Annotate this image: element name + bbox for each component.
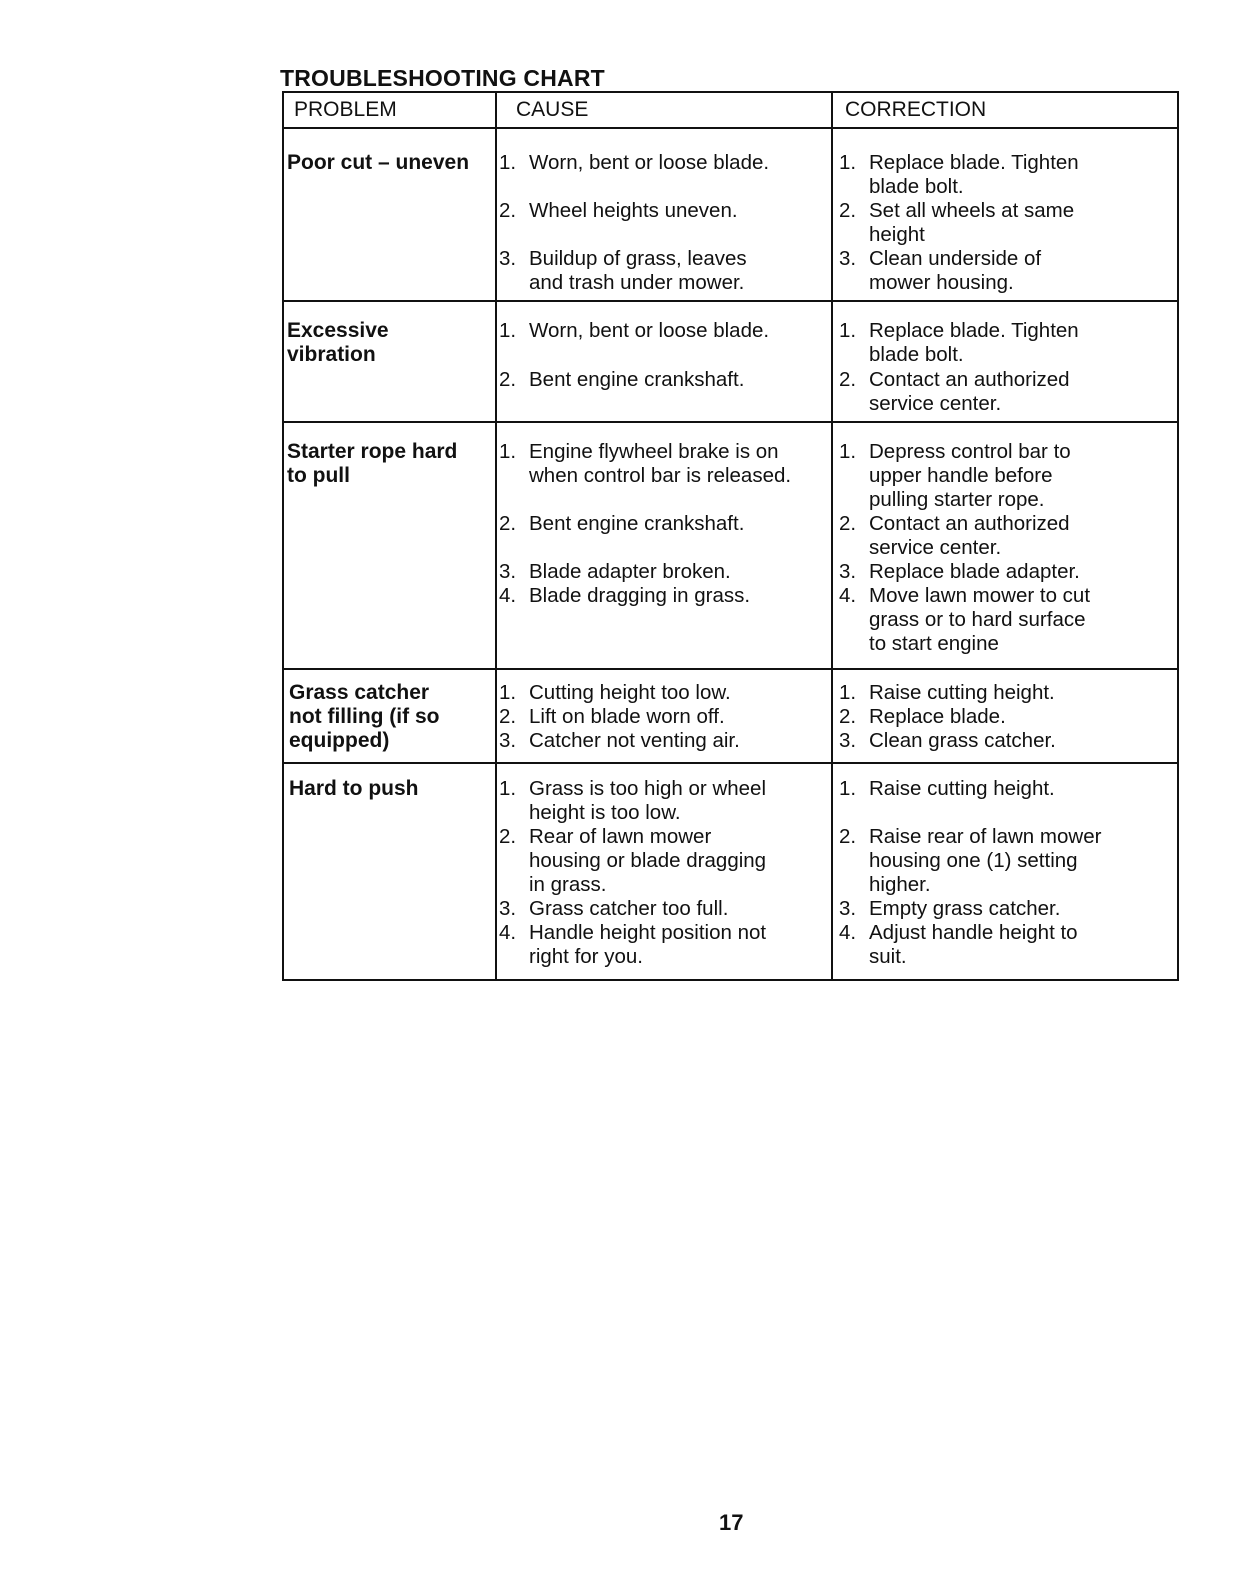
item-text: height is too low. <box>529 801 681 824</box>
item-text: and trash under mower. <box>529 271 745 294</box>
cause-item <box>499 897 728 921</box>
item-number: 2. <box>499 705 517 728</box>
cause-item <box>499 584 750 608</box>
item-text: Buildup of grass, leaves <box>529 247 747 270</box>
correction-item <box>839 729 1056 753</box>
item-number: 2. <box>499 512 517 535</box>
item-text: Depress control bar to <box>869 440 1071 463</box>
item-text: pulling starter rope. <box>869 488 1045 511</box>
item-number: 3. <box>839 247 857 270</box>
item-text: when control bar is released. <box>529 464 792 487</box>
item-text: Blade dragging in grass. <box>529 584 751 607</box>
correction-item <box>839 199 1074 247</box>
correction-item <box>839 897 1060 921</box>
table-border-right <box>1177 91 1179 981</box>
item-text: suit. <box>869 945 907 968</box>
item-text: Clean grass catcher. <box>869 729 1056 752</box>
cause-item <box>499 777 766 825</box>
item-text: grass or to hard surface <box>869 608 1086 631</box>
item-number: 1. <box>499 777 517 800</box>
cause-item <box>499 199 738 223</box>
item-number: 1. <box>499 681 517 704</box>
header-correction: CORRECTION <box>845 98 987 121</box>
correction-item <box>839 777 1055 801</box>
item-text: Handle height position not <box>529 921 767 944</box>
problem-hard-to-push: Hard to push <box>289 777 419 800</box>
problem-grass-catcher: Grass catcher not filling (if so equipped) <box>289 681 440 752</box>
correction-item <box>839 705 1006 729</box>
cause-item <box>499 247 747 295</box>
correction-item <box>839 825 1101 897</box>
item-number: 2. <box>839 368 857 391</box>
problem-poor-cut: Poor cut – uneven <box>287 151 470 174</box>
cause-item <box>499 151 769 175</box>
item-number: 2. <box>499 368 517 391</box>
cause-item <box>499 440 791 488</box>
item-text: Move lawn mower to cut <box>869 584 1091 607</box>
item-text: Grass is too high or wheel <box>529 777 767 800</box>
item-number: 1. <box>499 440 517 463</box>
item-text: Raise cutting height. <box>869 777 1055 800</box>
item-text: Blade adapter broken. <box>529 560 731 583</box>
item-text: to start engine <box>869 632 999 655</box>
item-text: higher. <box>869 873 931 896</box>
column-divider-2 <box>831 91 833 981</box>
item-text: Cutting height too low. <box>529 681 731 704</box>
item-number: 2. <box>499 825 517 848</box>
item-number: 2. <box>499 199 517 222</box>
row-divider-4 <box>282 762 1179 764</box>
correction-item <box>839 584 1090 656</box>
correction-item <box>839 440 1071 512</box>
item-text: Raise rear of lawn mower <box>869 825 1102 848</box>
item-text: blade bolt. <box>869 343 964 366</box>
item-text: Engine flywheel brake is on <box>529 440 779 463</box>
table-border-top <box>282 91 1179 93</box>
item-text: Lift on blade worn off. <box>529 705 725 728</box>
item-number: 3. <box>499 897 517 920</box>
item-text: Worn, bent or loose blade. <box>529 319 770 342</box>
page-number: 17 <box>719 1510 744 1535</box>
correction-item <box>839 247 1041 295</box>
header-cause: CAUSE <box>516 98 589 121</box>
cause-item <box>499 681 731 705</box>
column-divider-1 <box>495 91 497 981</box>
row-divider-1 <box>282 300 1179 302</box>
item-number: 3. <box>839 897 857 920</box>
item-number: 4. <box>499 921 517 944</box>
row-divider-3 <box>282 668 1179 670</box>
correction-item <box>839 921 1078 969</box>
cause-item <box>499 368 744 392</box>
item-text: Empty grass catcher. <box>869 897 1061 920</box>
item-number: 4. <box>499 584 517 607</box>
item-number: 4. <box>839 921 857 944</box>
header-divider <box>282 127 1179 129</box>
item-text: Contact an authorized <box>869 512 1070 535</box>
item-text: Replace blade. Tighten <box>869 151 1079 174</box>
cause-item <box>499 921 766 969</box>
item-number: 1. <box>839 440 857 463</box>
correction-item <box>839 512 1070 560</box>
table-border-left <box>282 91 284 981</box>
item-text: Adjust handle height to <box>869 921 1078 944</box>
item-text: housing one (1) setting <box>869 849 1078 872</box>
item-number: 3. <box>499 560 517 583</box>
item-text: Contact an authorized <box>869 368 1070 391</box>
item-text: Clean underside of <box>869 247 1042 270</box>
item-text: in grass. <box>529 873 607 896</box>
item-text: Replace blade. <box>869 705 1006 728</box>
item-text: mower housing. <box>869 271 1014 294</box>
row-divider-2 <box>282 421 1179 423</box>
item-text: Replace blade adapter. <box>869 560 1080 583</box>
item-number: 1. <box>839 681 857 704</box>
item-number: 3. <box>499 729 517 752</box>
cause-item <box>499 729 740 753</box>
cause-item <box>499 705 725 729</box>
item-text: Bent engine crankshaft. <box>529 368 745 391</box>
item-number: 1. <box>839 777 857 800</box>
correction-item <box>839 560 1080 584</box>
problem-starter-rope: Starter rope hard to pull <box>287 440 458 487</box>
item-text: right for you. <box>529 945 643 968</box>
item-text: Catcher not venting air. <box>529 729 740 752</box>
item-text: Grass catcher too full. <box>529 897 729 920</box>
item-number: 2. <box>839 199 857 222</box>
cause-item <box>499 825 766 897</box>
correction-item <box>839 319 1079 367</box>
item-number: 3. <box>839 560 857 583</box>
item-text: Worn, bent or loose blade. <box>529 151 770 174</box>
table-border-bottom <box>282 979 1179 981</box>
problem-excessive-vibration: Excessive vibration <box>287 319 389 366</box>
item-number: 2. <box>839 705 857 728</box>
correction-item <box>839 151 1079 199</box>
correction-item <box>839 681 1055 705</box>
item-text: service center. <box>869 536 1002 559</box>
item-text: upper handle before <box>869 464 1053 487</box>
item-number: 4. <box>839 584 857 607</box>
item-number: 2. <box>839 825 857 848</box>
item-number: 1. <box>839 151 857 174</box>
item-text: Wheel heights uneven. <box>529 199 738 222</box>
item-text: Replace blade. Tighten <box>869 319 1079 342</box>
item-number: 2. <box>839 512 857 535</box>
item-text: housing or blade dragging <box>529 849 767 872</box>
chart-title: TROUBLESHOOTING CHART <box>280 65 605 91</box>
item-number: 1. <box>839 319 857 342</box>
item-number: 1. <box>499 319 517 342</box>
troubleshooting-table <box>282 91 1182 981</box>
item-number: 1. <box>499 151 517 174</box>
correction-item <box>839 368 1070 416</box>
item-text: Raise cutting height. <box>869 681 1055 704</box>
cause-item <box>499 560 731 584</box>
item-text: Rear of lawn mower <box>529 825 712 848</box>
cause-item <box>499 512 744 536</box>
cause-item <box>499 319 769 343</box>
item-text: Set all wheels at same <box>869 199 1075 222</box>
item-text: blade bolt. <box>869 175 964 198</box>
item-text: Bent engine crankshaft. <box>529 512 745 535</box>
item-text: height <box>869 223 925 246</box>
item-number: 3. <box>839 729 857 752</box>
item-number: 3. <box>499 247 517 270</box>
header-problem: PROBLEM <box>294 98 397 121</box>
item-text: service center. <box>869 392 1002 415</box>
